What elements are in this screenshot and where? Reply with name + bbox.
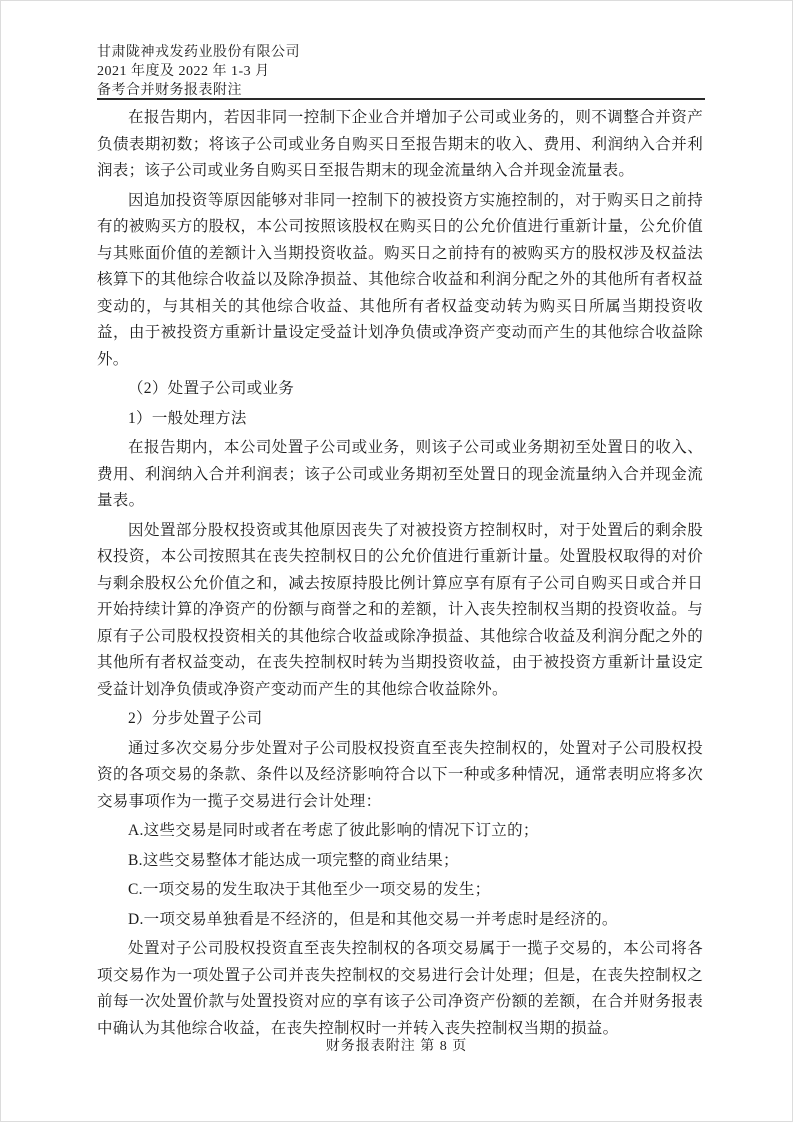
paragraph: 在报告期内，若因非同一控制下企业合并增加子公司或业务的，则不调整合并资产负债表期初数；将该子公司或业务自购买日至报告期末的收入、费用、利润纳入合并利润表；该子公司或业务自购买日至报告期末的现金流量纳入合并现金流量表。 <box>97 109 703 179</box>
list-item: A.这些交易是同时或者在考虑了彼此影响的情况下订立的； <box>128 822 539 839</box>
header-divider <box>97 98 705 100</box>
section-heading: 2）分步处置子公司 <box>128 710 263 727</box>
list-item: D.一项交易单独看是不经济的，但是和其他交易一并考虑时是经济的。 <box>128 910 618 928</box>
company-name: 甘肃陇神戎发药业股份有限公司 <box>97 45 300 60</box>
report-period: 2021 年度及 2022 年 1-3 月 <box>97 64 270 79</box>
list-item: C.一项交易的发生取决于其他至少一项交易的发生； <box>128 881 491 898</box>
document-body <box>97 105 703 1045</box>
section-heading: 1）一般处理方法 <box>128 409 247 427</box>
paragraph: 因处置部分股权投资或其他原因丧失了对被投资方控制权时，对于处置后的剩余股权投资，本公司按照其在丧失控制权日的公允价值进行重新计量。处置股权取得的对价与剩余股权公允价值之和，减去按原持股比例计算应享有原有子公司自购买日或合并日开始持续计算的净资产的份额与商誉之和的差额，计入丧失控制权当期的投资收益。与原有子公司股权投资相关的其他综合收益或除净损益、其他综合收益及利润分配之外的其他所有者权益变动，在丧失控制权时转为当期投资收益，由于被投资方重新计量设定受益计划净负债或净资产变动而产生的其他综合收益除外。 <box>97 521 703 698</box>
document-header <box>97 43 705 100</box>
list-item: B.这些交易整体才能达成一项完整的商业结果； <box>128 851 459 869</box>
paragraph: 在报告期内，本公司处置子公司或业务，则该子公司或业务期初至处置日的收入、费用、利润纳入合并利润表；该子公司或业务期初至处置日的现金流量纳入合并现金流量表。 <box>97 439 703 509</box>
paragraph: 通过多次交易分步处置对子公司股权投资直至丧失控制权的，处置对子公司股权投资的各项交易的条款、条件以及经济影响符合以下一种或多种情况，通常表明应将多次交易事项作为一揽子交易进行会计处理： <box>97 739 703 810</box>
document-title: 备考合并财务报表附注 <box>97 83 242 98</box>
page-footer: 财务报表附注 第 8 页 <box>325 1039 468 1054</box>
paragraph: 因追加投资等原因能够对非同一控制下的被投资方实施控制的，对于购买日之前持有的被购买方的股权，本公司按照该股权在购买日的公允价值进行重新计量，公允价值与其账面价值的差额计入当期投资收益。购买日之前持有的被购买方的股权涉及权益法核算下的其他综合收益以及除净损益、其他综合收益和利润分配之外的其他所有者权益变动的，与其相关的其他综合收益、其他所有者权益变动转为购买日所属当期投资收益，由于被投资方重新计量设定受益计划净负债或净资产变动而产生的其他综合收益除外。 <box>97 191 703 368</box>
paragraph: 处置对子公司股权投资直至丧失控制权的各项交易属于一揽子交易的，本公司将各项交易作为一项处置子公司并丧失控制权的交易进行会计处理；但是，在丧失控制权之前每一次处置价款与处置投资对应的享有该子公司净资产份额的差额，在合并财务报表中确认为其他综合收益，在丧失控制权时一并转入丧失控制权当期的损益。 <box>97 940 703 1037</box>
section-heading: （2）处置子公司或业务 <box>128 380 295 397</box>
